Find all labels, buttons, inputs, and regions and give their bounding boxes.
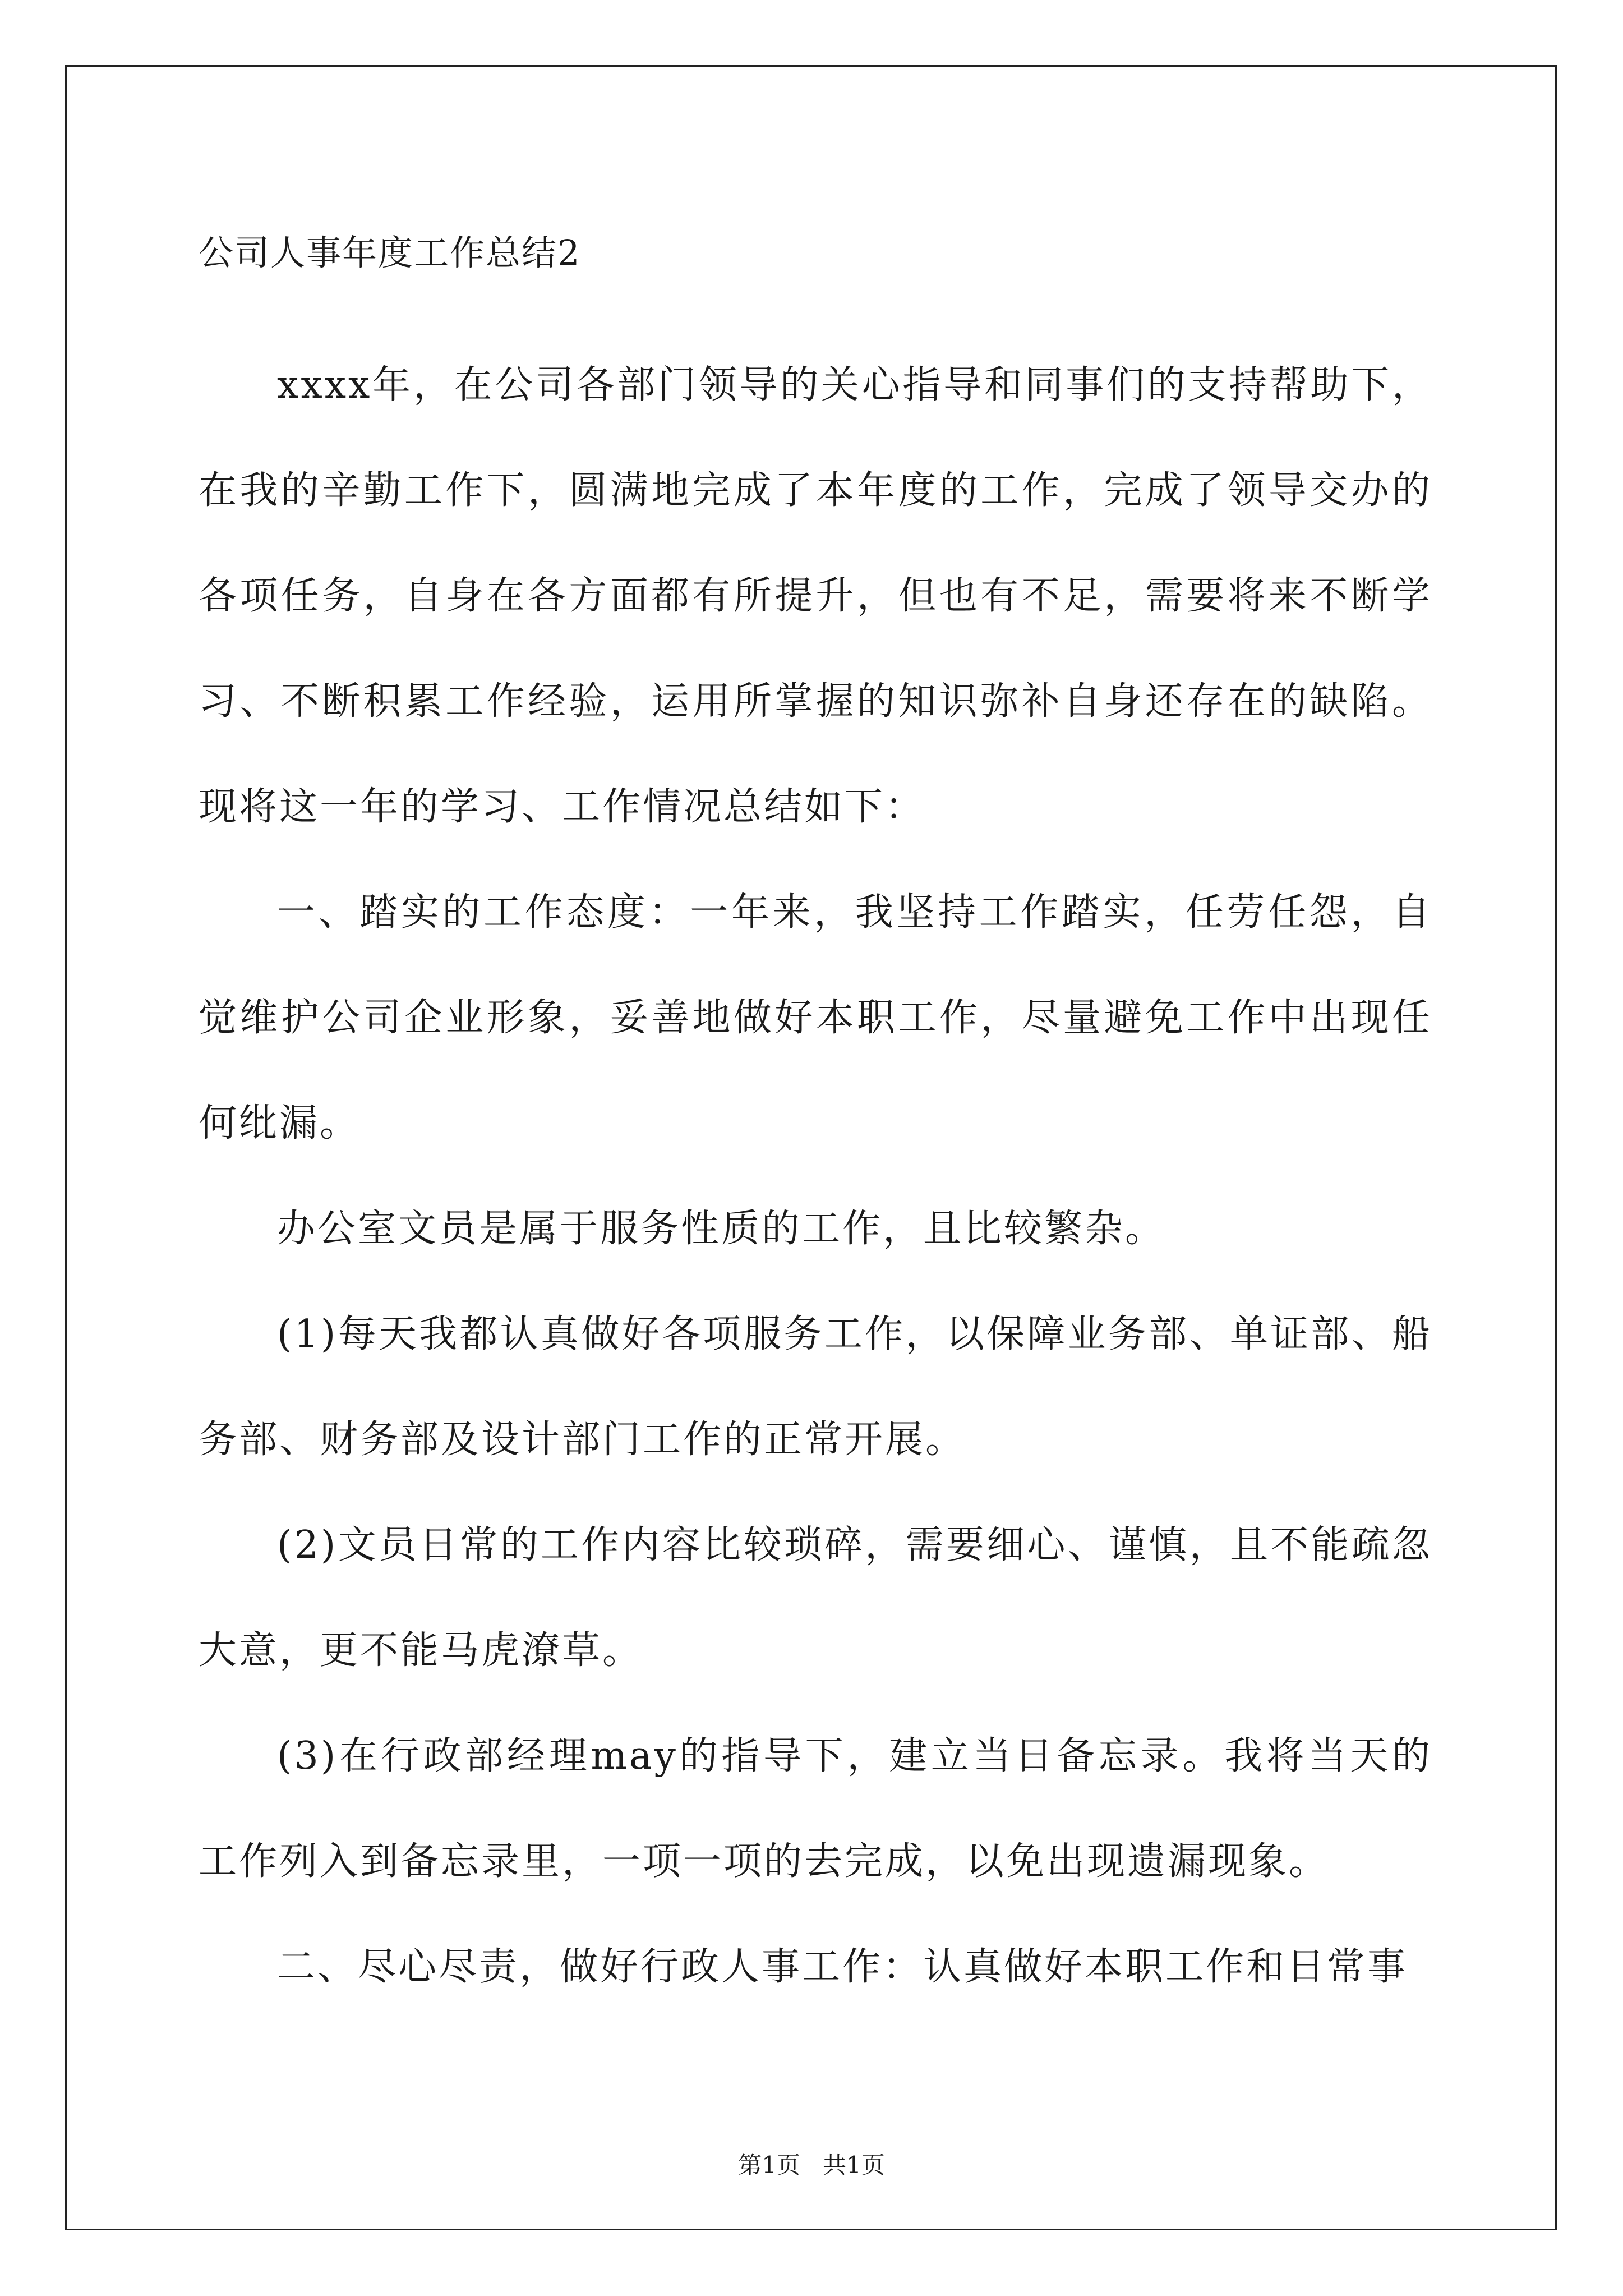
page-number-current: 第1页 xyxy=(738,2151,800,2179)
paragraph-clerk-role: 办公室文员是属于服务性质的工作，且比较繁杂。 xyxy=(277,1207,1166,1251)
document-body xyxy=(199,227,1432,2020)
document-title: 公司人事年度工作总结2 xyxy=(199,232,581,273)
paragraph-item-2: (2)文员日常的工作内容比较琐碎，需要细心、谨慎，且不能疏忽大意，更不能马虎潦草。 xyxy=(199,1523,1432,1673)
paragraph-item-3: (3)在行政部经理may的指导下，建立当日备忘录。我将当天的工作列入到备忘录里，一项一项的去完成，以免出现遗漏现象。 xyxy=(199,1734,1432,1884)
page-number-total: 共1页 xyxy=(823,2151,885,2179)
paragraph-section-one: 一、踏实的工作态度：一年来，我坚持工作踏实，任劳任怨，自觉维护公司企业形象，妥善地做好本职工作，尽量避免工作中出现任何纰漏。 xyxy=(199,890,1432,1145)
paragraph-intro: xxxx年，在公司各部门领导的关心指导和同事们的支持帮助下，在我的辛勤工作下，圆满地完成了本年度的工作，完成了领导交办的各项任务，自身在各方面都有所提升，但也有不足，需要将来不断学习、不断积累工作经验，运用所掌握的知识弥补自身还存在的缺陷。现将这一年的学习、工作情况总结如下： xyxy=(199,363,1432,829)
page-footer xyxy=(0,2148,1623,2182)
paragraph-item-1: (1)每天我都认真做好各项服务工作，以保障业务部、单证部、船务部、财务部及设计部门工作的正常开展。 xyxy=(199,1312,1432,1462)
paragraph-section-two: 二、尽心尽责，做好行政人事工作：认真做好本职工作和日常事 xyxy=(277,1945,1408,1989)
